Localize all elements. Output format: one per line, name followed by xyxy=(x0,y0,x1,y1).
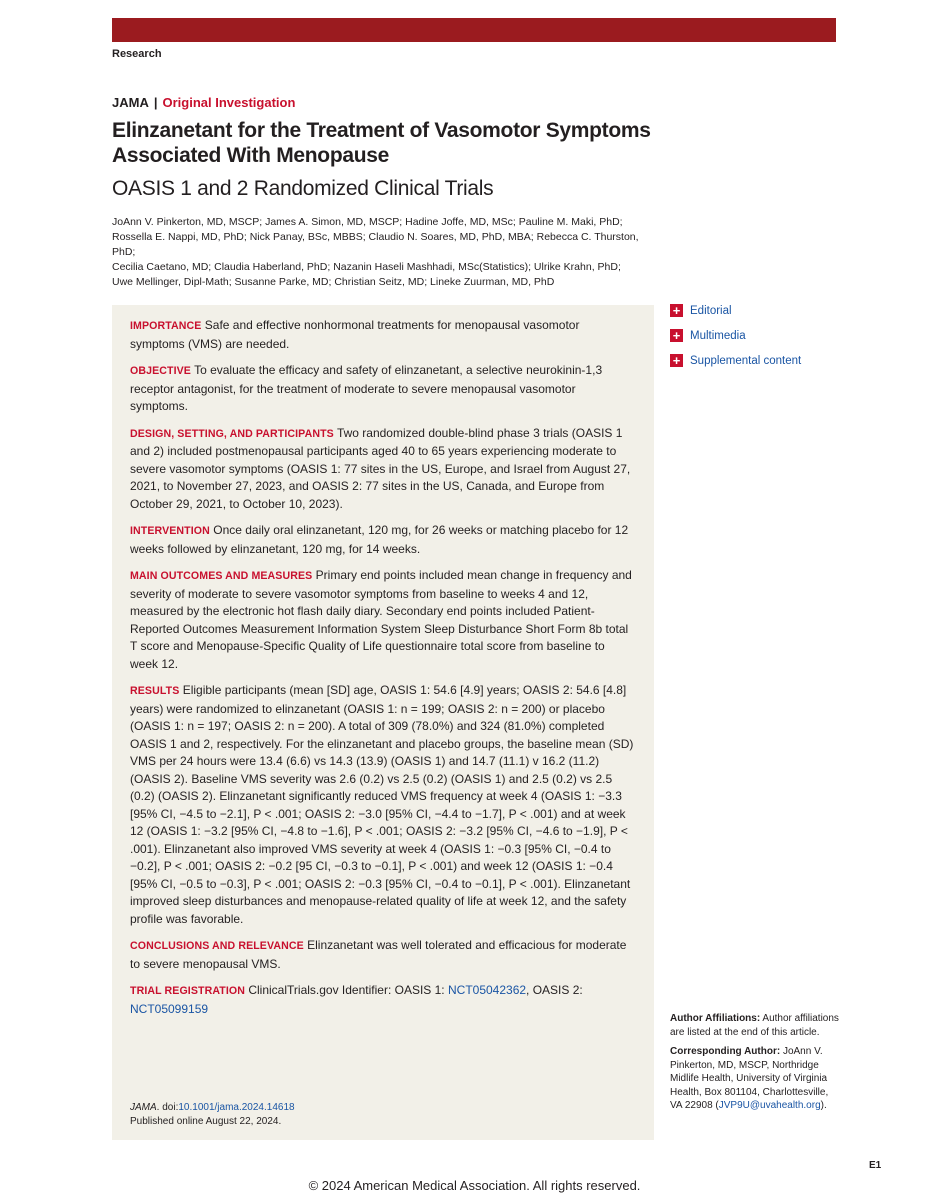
abstract-text: Once daily oral elinzanetant, 120 mg, for 26 weeks or matching placebo for 12 weeks followed by elinzanetant, 120 mg, for 14 weeks. xyxy=(130,523,629,556)
citation-footer xyxy=(130,1101,295,1129)
kicker-separator: | xyxy=(153,95,158,110)
corresponding-author-text: JoAnn V. Pinkerton, MD, MSCP, Northridge Midlife Health, University of Virginia Health, Box 801104, Charlottesville, VA 22908 ( xyxy=(670,1046,829,1111)
corresponding-email-link[interactable]: JVP9U@uvahealth.org xyxy=(718,1100,821,1111)
article-subtitle: OASIS 1 and 2 Randomized Clinical Trials xyxy=(112,177,494,200)
journal-name: JAMA xyxy=(112,95,149,110)
abstract-box xyxy=(112,305,654,1140)
abstract-results xyxy=(130,682,636,928)
abstract-heading: CONCLUSIONS AND RELEVANCE xyxy=(130,940,304,952)
affiliations-note xyxy=(670,1012,840,1039)
abstract-text: , OASIS 2: xyxy=(526,983,583,997)
section-label: Research xyxy=(112,48,162,60)
abstract-heading: DESIGN, SETTING, AND PARTICIPANTS xyxy=(130,427,334,440)
author-line: Rossella E. Nappi, MD, PhD; Nick Panay, BSc, MBBS; Claudio N. Soares, MD, PhD, MBA; Rebecca C. Thurston, PhD; xyxy=(112,231,639,258)
citation-journal: JAMA xyxy=(130,1102,157,1113)
author-line: Cecilia Caetano, MD; Claudia Haberland, PhD; Nazanin Haseli Mashhadi, MSc(Statistics); Ulrike Krahn, PhD; xyxy=(112,261,621,273)
abstract-text: Elinzanetant was well tolerated and efficacious for moderate to severe menopausal VMS. xyxy=(130,938,627,971)
abstract-trial-registration xyxy=(130,982,636,1018)
page-number: E1 xyxy=(869,1160,882,1171)
doi-prefix: . doi: xyxy=(156,1102,179,1113)
affiliations-label: Author Affiliations: xyxy=(670,1013,761,1024)
supplemental-content-link[interactable] xyxy=(670,348,801,373)
corresponding-author-end: ). xyxy=(820,1100,827,1111)
title-line-2: Associated With Menopause xyxy=(112,144,390,167)
plus-icon: + xyxy=(670,329,683,342)
abstract-objective xyxy=(130,362,636,416)
article-kicker xyxy=(112,95,295,110)
abstract-heading: MAIN OUTCOMES AND MEASURES xyxy=(130,570,313,582)
editorial-link-label: Editorial xyxy=(690,304,732,317)
plus-icon: + xyxy=(670,354,683,367)
published-date: Published online August 22, 2024. xyxy=(130,1116,282,1127)
abstract-text: To evaluate the efficacy and safety of elinzanetant, a selective neurokinin-1,3 receptor antagonist, for the treatment of moderate to severe menopausal vasomotor symptoms. xyxy=(130,363,603,413)
copyright-notice: © 2024 American Medical Association. All rights reserved. xyxy=(308,1178,641,1193)
author-affiliations xyxy=(670,1012,840,1119)
trial-id-link-oasis1[interactable]: NCT05042362 xyxy=(447,983,527,997)
author-line: JoAnn V. Pinkerton, MD, MSCP; James A. Simon, MD, MSCP; Hadine Joffe, MD, MSc; Pauline M. Maki, PhD; xyxy=(112,216,623,228)
abstract-text: Eligible participants (mean [SD] age, OASIS 1: 54.6 [4.9] years; OASIS 2: 54.6 [4.8] years) were randomized to elinzanetant (OASIS 1: n = 199; OASIS 2: n = 200) or placebo (OASIS 1: n = 197; OASIS 2: n = 200). A total of 309 (78.0%) and 324 (81.0%) completed OASIS 1 and 2, respectively. For the elinzanetant and placebo groups, the baseline mean (SD) VMS per 24 hours were 13.4 (6.6) vs 14.3 (13.9) (OASIS 1) and 14.7 (11.1) v 16.2 (11.2) (OASIS 2). Baseline VMS severity was 2.6 (0.2) vs 2.5 (0.2) (OASIS 1) and 2.5 (0.2) vs 2.5 (0.2) (OASIS 2). Elinzanetant significantly reduced VMS frequency at week 4 (OASIS 1: −3.3 [95% CI, −4.5 to −2.1], P < .001; OASIS 2: −3.0 [95% CI, −4.4 to −1.7], P < .001) and at week 12 (OASIS 1: −3.2 [95% CI, −4.8 to −1.6], P < .001; OASIS 2: −3.2 [95% CI, −4.6 to −1.9], P < .001). Elinzanetant also improved VMS severity at week 4 (OASIS 1: −0.3 [95% CI, −0.4 to −0.2], P < .001; OASIS 2: −0.2 [95 CI, −0.3 to −0.1], P < .001) and week 12 (OASIS 1: −0.4 [95% CI, −0.5 to −0.3], P < .001; OASIS 2: −0.3 [95% CI, −0.4 to −0.1], P < .001). Elinzanetant improved sleep disturbances and menopause-related quality of life at week 12, and the safety profile was favorable. xyxy=(130,683,634,926)
abstract-text: Safe and effective nonhormonal treatments for menopausal vasomotor symptoms (VMS) are needed. xyxy=(130,318,580,351)
author-list xyxy=(112,215,657,290)
abstract-text: Two randomized double-blind phase 3 trials (OASIS 1 and 2) included postmenopausal participants aged 40 to 65 years experiencing moderate to severe vasomotor symptoms (OASIS 1: 77 sites in the US, Europe, and Israel from August 27, 2021, to November 27, 2023, and OASIS 2: 77 sites in the US, Canada, and Europe from October 29, 2021, to October 10, 2023). xyxy=(130,425,631,511)
affiliations-text: Author affiliations are listed at the end of this article. xyxy=(670,1013,839,1038)
title-line-1: Elinzanetant for the Treatment of Vasomotor Symptoms xyxy=(112,119,651,142)
abstract-design xyxy=(130,425,636,514)
doi-line xyxy=(130,1101,295,1115)
abstract-conclusions xyxy=(130,937,636,973)
editorial-link[interactable] xyxy=(670,298,801,323)
abstract-heading: TRIAL REGISTRATION xyxy=(130,985,245,997)
abstract-outcomes xyxy=(130,567,636,673)
author-line: Uwe Mellinger, Dipl-Math; Susanne Parke, MD; Christian Seitz, MD; Lineke Zuurman, MD, PhD xyxy=(112,276,555,288)
related-content-links xyxy=(670,298,801,373)
corresponding-author xyxy=(670,1045,840,1113)
abstract-heading: RESULTS xyxy=(130,685,180,697)
multimedia-link[interactable] xyxy=(670,323,801,348)
plus-icon: + xyxy=(670,304,683,317)
abstract-text: ClinicalTrials.gov Identifier: OASIS 1: xyxy=(248,983,445,997)
abstract-text: Primary end points included mean change in frequency and severity of moderate to severe vasomotor symptoms from baseline to weeks 4 and 12, measured by the electronic hot flash daily diary. Secondary end points included Patient-Reported Outcomes Measurement Information System Sleep Disturbance Short Form 8b total T score and Menopause-Specific Quality of Life questionnaire total score from baseline to week 12. xyxy=(130,568,632,671)
abstract-heading: INTERVENTION xyxy=(130,525,210,537)
article-title xyxy=(112,118,712,168)
header-color-bar xyxy=(112,18,836,42)
trial-id-link-oasis2[interactable]: NCT05099159 xyxy=(130,1001,209,1016)
multimedia-link-label: Multimedia xyxy=(690,329,746,342)
supplemental-content-link-label: Supplemental content xyxy=(690,354,802,367)
abstract-intervention xyxy=(130,522,636,558)
doi-link[interactable]: 10.1001/jama.2024.14618 xyxy=(178,1102,295,1113)
abstract-heading: OBJECTIVE xyxy=(130,365,191,377)
abstract-importance xyxy=(130,317,636,353)
article-type: Original Investigation xyxy=(162,95,296,110)
corresponding-author-label: Corresponding Author: xyxy=(670,1046,781,1057)
abstract-heading: IMPORTANCE xyxy=(130,320,202,332)
